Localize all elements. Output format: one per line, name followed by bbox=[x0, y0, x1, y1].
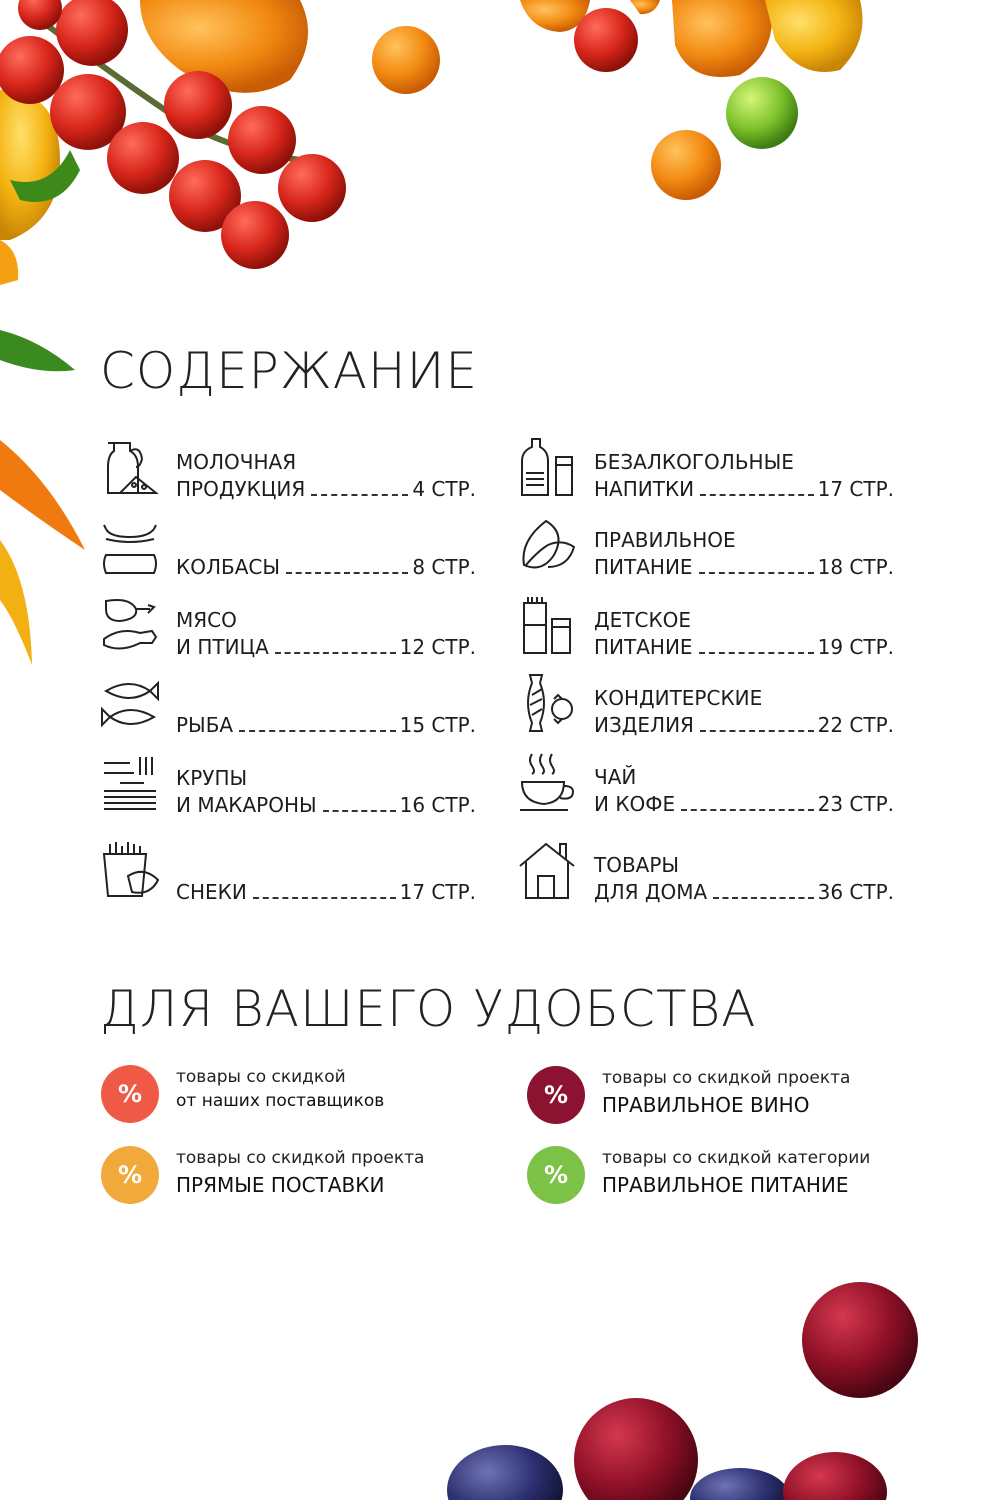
toc-item-label-2: НАПИТКИ bbox=[594, 477, 695, 501]
toc-page: 17 СТР. bbox=[817, 477, 894, 501]
toc-item-tea[interactable] bbox=[518, 752, 898, 822]
toc-item-label-2: РЫБА bbox=[176, 713, 234, 737]
legend-healthy-food bbox=[527, 1146, 927, 1206]
percent-badge-icon: % bbox=[101, 1146, 159, 1204]
toc-item-label-2: И МАКАРОНЫ bbox=[176, 793, 317, 817]
toc-page: 8 СТР. bbox=[412, 555, 476, 579]
toc-item-label: ЧАЙ bbox=[594, 765, 637, 789]
toc-item-label-2: ПИТАНИЕ bbox=[594, 555, 693, 579]
legend-caption: товары со скидкой проекта bbox=[602, 1068, 851, 1088]
toc-page: 19 СТР. bbox=[817, 635, 894, 659]
toc-item-label-2: ИЗДЕЛИЯ bbox=[594, 713, 694, 737]
toc-item-label: БЕЗАЛКОГОЛЬНЫЕ bbox=[594, 450, 794, 474]
legend-title: ПРЯМЫЕ ПОСТАВКИ bbox=[176, 1173, 385, 1197]
toc-item-label: ПРАВИЛЬНОЕ bbox=[594, 528, 736, 552]
toc-page: 18 СТР. bbox=[817, 555, 894, 579]
legend-supplier-discount bbox=[101, 1065, 501, 1125]
house-icon bbox=[518, 840, 578, 900]
leaf-icon bbox=[518, 515, 578, 575]
toc-item-label: КРУПЫ bbox=[176, 766, 248, 790]
dairy-icon bbox=[100, 437, 160, 497]
legend-caption: товары со скидкой категории bbox=[602, 1148, 871, 1168]
toc-page: 23 СТР. bbox=[817, 792, 894, 816]
toc-item-confectionery[interactable] bbox=[518, 673, 898, 743]
toc-item-healthy[interactable] bbox=[518, 515, 898, 585]
toc-page: 17 СТР. bbox=[399, 880, 476, 904]
percent-badge-icon: % bbox=[527, 1146, 585, 1204]
toc-item-drinks[interactable] bbox=[518, 437, 898, 507]
toc-item-label-2: ДЛЯ ДОМА bbox=[594, 880, 708, 904]
toc-page: 16 СТР. bbox=[399, 793, 476, 817]
toc-page: 12 СТР. bbox=[399, 635, 476, 659]
toc-item-dairy[interactable] bbox=[100, 437, 480, 507]
toc-item-grains[interactable] bbox=[100, 753, 480, 823]
drinks-icon bbox=[518, 437, 578, 497]
toc-item-sausages[interactable] bbox=[100, 515, 480, 585]
toc-page: 22 СТР. bbox=[817, 713, 894, 737]
toc-page: 4 СТР. bbox=[412, 477, 476, 501]
legend-caption: товары со скидкой bbox=[176, 1067, 346, 1087]
toc-item-baby[interactable] bbox=[518, 595, 898, 665]
toc-item-meat[interactable] bbox=[100, 595, 480, 665]
toc-item-label-2: КОЛБАСЫ bbox=[176, 555, 280, 579]
sausage-icon bbox=[100, 515, 160, 575]
legend-title: ПРАВИЛЬНОЕ ВИНО bbox=[602, 1093, 810, 1117]
toc-item-fish[interactable] bbox=[100, 673, 480, 743]
toc-item-label: КОНДИТЕРСКИЕ bbox=[594, 686, 763, 710]
meat-icon bbox=[100, 595, 160, 655]
toc-item-label-2: И КОФЕ bbox=[594, 792, 676, 816]
fish-icon bbox=[100, 673, 160, 733]
contents-heading: СОДЕРЖАНИЕ bbox=[100, 342, 478, 400]
convenience-heading: ДЛЯ ВАШЕГО УДОБСТВА bbox=[100, 980, 757, 1038]
percent-badge-icon: % bbox=[527, 1066, 585, 1124]
legend-direct-supply bbox=[101, 1146, 501, 1206]
toc-item-label-2: ПИТАНИЕ bbox=[594, 635, 693, 659]
cup-icon bbox=[518, 752, 578, 812]
legend-caption: товары со скидкой проекта bbox=[176, 1148, 425, 1168]
toc-item-snacks[interactable] bbox=[100, 840, 480, 910]
snacks-icon bbox=[100, 840, 160, 900]
toc-item-home[interactable] bbox=[518, 840, 898, 910]
toc-page: 15 СТР. bbox=[399, 713, 476, 737]
toc-item-label: МЯСО bbox=[176, 608, 237, 632]
toc-item-label-2: И ПТИЦА bbox=[176, 635, 269, 659]
legend-title: ПРАВИЛЬНОЕ ПИТАНИЕ bbox=[602, 1173, 849, 1197]
toc-item-label: ДЕТСКОЕ bbox=[594, 608, 692, 632]
percent-badge-icon: % bbox=[101, 1065, 159, 1123]
toc-page: 36 СТР. bbox=[817, 880, 894, 904]
toc-item-label: ТОВАРЫ bbox=[594, 853, 680, 877]
candy-icon bbox=[518, 673, 578, 733]
legend-right-wine bbox=[527, 1066, 927, 1126]
baby-food-icon bbox=[518, 595, 578, 655]
toc-item-label-2: ПРОДУКЦИЯ bbox=[176, 477, 306, 501]
toc-item-label: МОЛОЧНАЯ bbox=[176, 450, 297, 474]
toc-item-label-2: СНЕКИ bbox=[176, 880, 247, 904]
pasta-icon bbox=[100, 753, 160, 813]
legend-title: от наших поставщиков bbox=[176, 1091, 385, 1111]
